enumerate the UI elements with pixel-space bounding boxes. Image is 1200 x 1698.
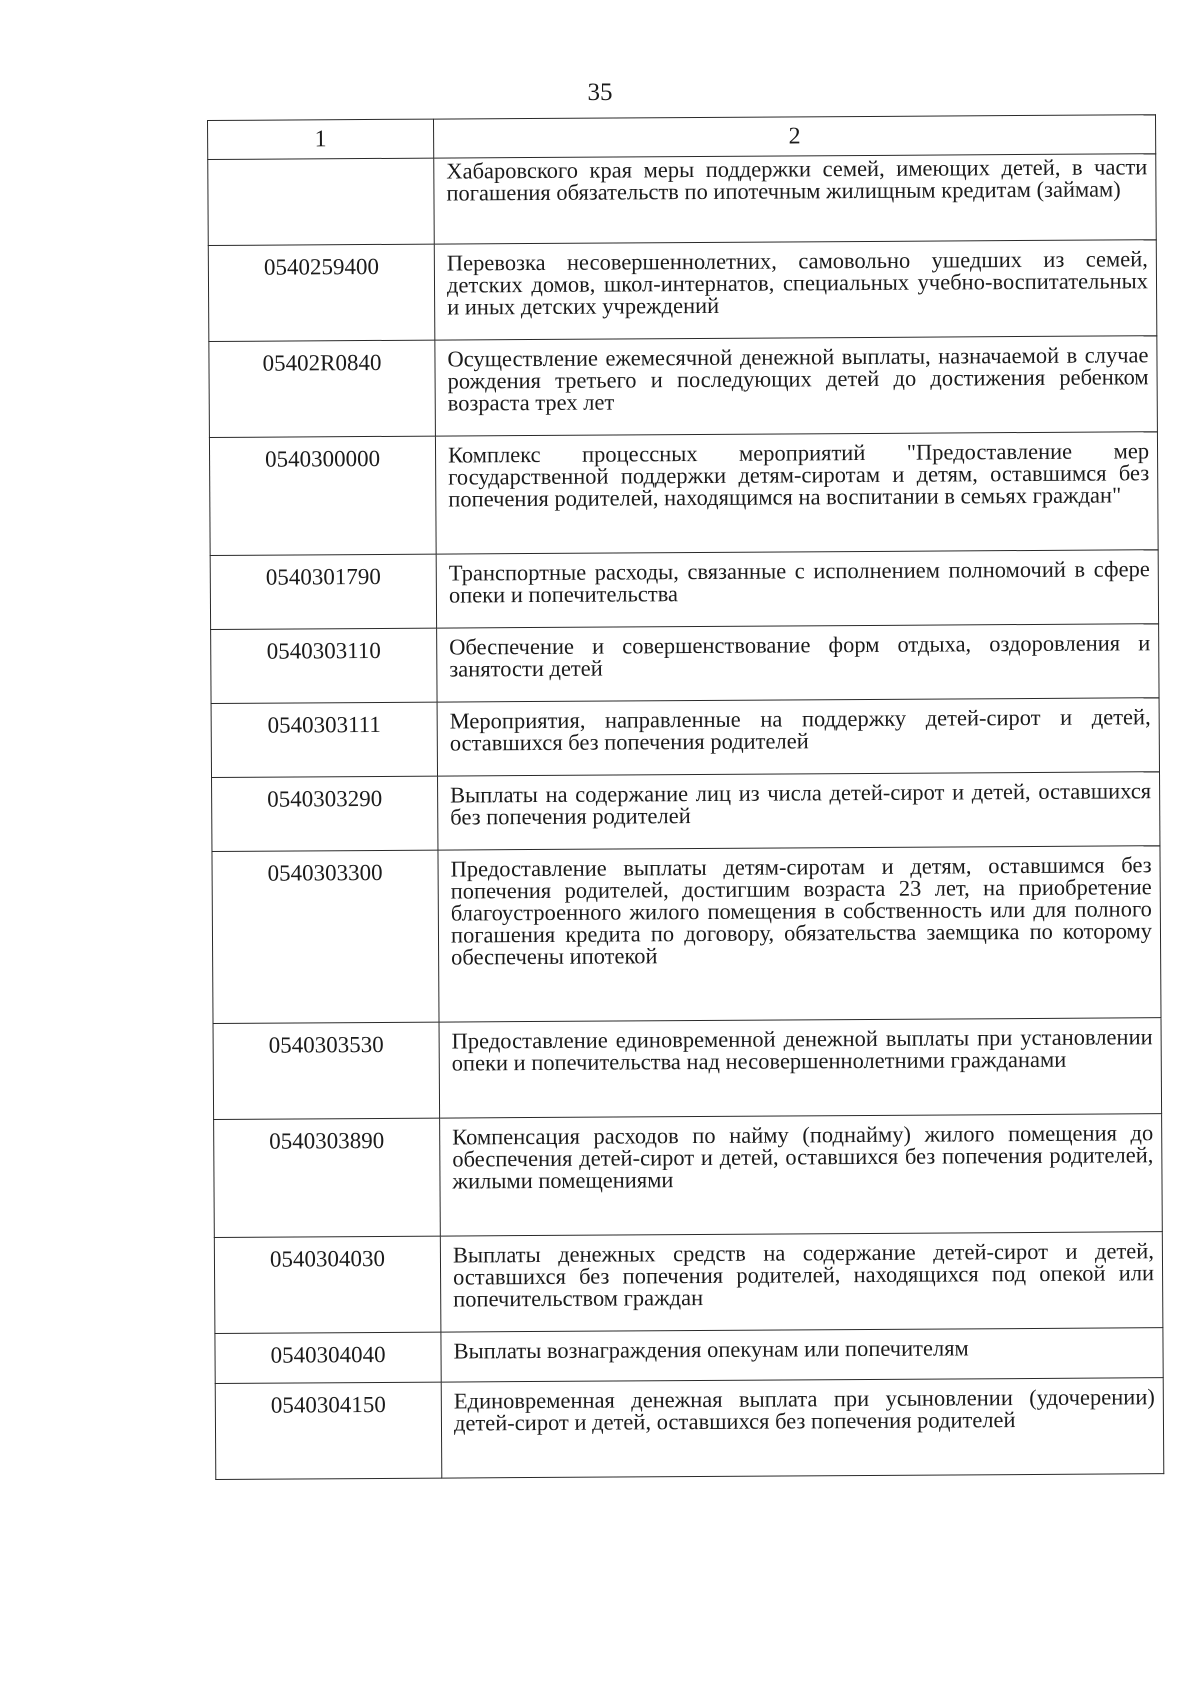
row-description: Перевозка несовершеннолетних, самовольно ушедших из семей, детских домов, школ-интернатов, специальных учебно-воспитательных и иных детских учреждений [434,240,1157,340]
table-row [208,154,1157,246]
row-code: 0540303890 [214,1118,441,1237]
row-description: Единовременная денежная выплата при усыновлении (удочерении) детей-сирот и детей, оставшихся без попечения родителей [441,1378,1164,1478]
table-row [211,698,1159,778]
table-row [212,772,1160,852]
classification-table [207,114,1164,1480]
row-description: Транспортные расходы, связанные с исполнением полномочий в сфере опеки и попечительства [436,550,1158,628]
row-description: Осуществление ежемесячной денежной выплаты, назначаемой в случае рождения третьего и последующих детей до достижения ребенком возраста трех лет [435,336,1158,436]
row-description: Выплаты вознаграждения опекунам или попечителям [441,1328,1163,1382]
table-row [215,1378,1164,1480]
row-code: 0540303290 [212,776,438,851]
row-description: Комплекс процессных мероприятий "Предоставление мер государственной поддержки детям-сиротам и детям, оставшимся без попечения родителей, находящимся на воспитании в семьях граждан" [435,432,1158,554]
row-description: Хабаровского края меры поддержки семей, имеющих детей, в части погашения обязательств по ипотечным жилищным кредитам (займам) [434,154,1157,244]
row-code [208,158,435,245]
row-code: 0540259400 [208,244,435,341]
column-header-2: 2 [433,115,1155,158]
row-description: Обеспечение и совершенствование форм отдыха, оздоровления и занятости детей [437,624,1159,702]
row-description: Мероприятия, направленные на поддержку детей-сирот и детей, оставшихся без попечения родителей [437,698,1159,776]
table-row [208,240,1157,342]
table-row [214,1114,1163,1238]
row-code: 0540303110 [211,628,437,703]
table-row [209,432,1158,556]
table-row [209,336,1158,438]
row-code: 0540303111 [211,702,437,777]
row-code: 0540300000 [209,436,436,555]
column-header-1: 1 [208,119,434,159]
row-description: Компенсация расходов по найму (поднайму) жилого помещения до обеспечения детей-сирот и детей, оставшихся без попечения родителей, жилыми помещениями [440,1114,1163,1236]
row-code: 0540304150 [215,1382,442,1479]
row-code: 0540303530 [213,1022,440,1119]
row-code: 0540303300 [212,850,439,1023]
table-row [215,1328,1163,1384]
row-description: Предоставление выплаты детям-сиротам и детям, оставшимся без попечения родителей, достигшим возраста 23 лет, на приобретение благоустроенного жилого помещения в собственность или для полного погашения кредита по договору, обязательства заемщика по которому обеспечены ипотекой [438,846,1161,1022]
row-code: 0540304030 [214,1236,441,1333]
row-code: 05402R0840 [209,340,436,437]
table-row [211,624,1159,704]
row-description: Выплаты денежных средств на содержание детей-сирот и детей, оставшихся без попечения родителей, находящихся под опекой или попечительством граждан [440,1232,1163,1332]
table-row [213,1018,1162,1120]
table-row [210,550,1158,630]
row-description: Выплаты на содержание лиц из числа детей-сирот и детей, оставшихся без попечения родителей [438,772,1160,850]
row-code: 0540304040 [215,1332,441,1383]
row-code: 0540301790 [210,554,436,629]
table-header-row [208,115,1156,160]
row-description: Предоставление единовременной денежной выплаты при установлении опеки и попечительства над несовершеннолетними гражданами [439,1018,1162,1118]
page-number: 35 [587,79,613,106]
table-row [214,1232,1163,1334]
table-row [212,846,1161,1024]
